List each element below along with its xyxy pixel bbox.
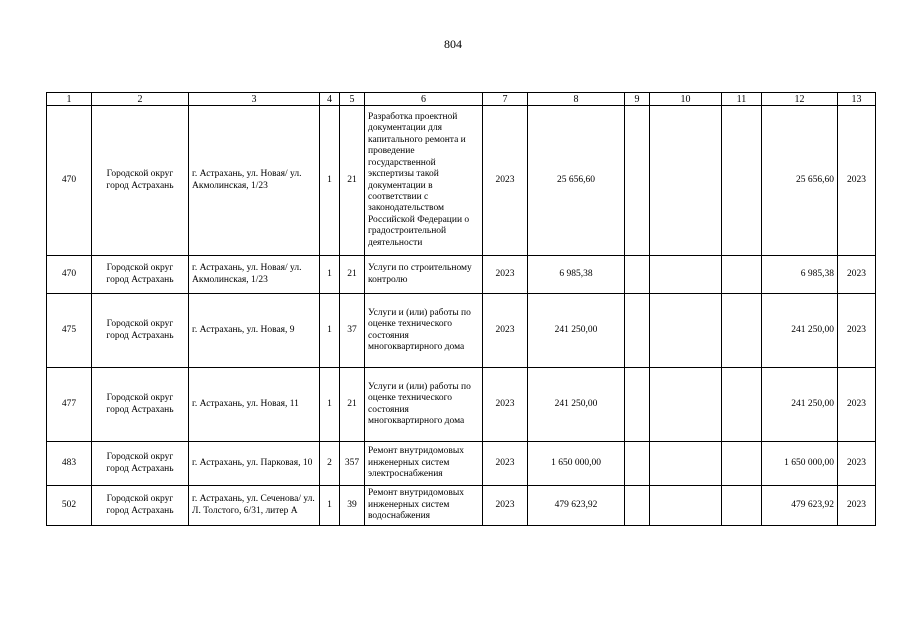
year-cell: 2023 [483, 294, 528, 368]
municipality-cell: Городской округ город Астрахань [92, 294, 189, 368]
address-cell: г. Астрахань, ул. Парковая, 10 [189, 442, 320, 486]
col9-cell [625, 442, 650, 486]
col4-cell: 1 [320, 106, 340, 256]
year-cell: 2023 [483, 106, 528, 256]
row-number: 470 [47, 256, 92, 294]
municipality-cell: Городской округ город Астрахань [92, 106, 189, 256]
row-number: 483 [47, 442, 92, 486]
total-cell: 25 656,60 [762, 106, 838, 256]
total-cell: 1 650 000,00 [762, 442, 838, 486]
end-year-cell: 2023 [838, 442, 876, 486]
work-type-cell: Разработка проектной документации для капитального ремонта и проведение государственной экспертизы такой документации в соответствии с законодательством Российской Федерации о градостроительной деятельности [365, 106, 483, 256]
col4-cell: 1 [320, 486, 340, 526]
col4-cell: 1 [320, 368, 340, 442]
work-type-cell: Услуги по строительному контролю [365, 256, 483, 294]
year-cell: 2023 [483, 442, 528, 486]
column-header: 9 [625, 93, 650, 106]
col5-cell: 21 [340, 368, 365, 442]
column-header: 12 [762, 93, 838, 106]
col10-cell [650, 294, 722, 368]
col10-cell [650, 256, 722, 294]
work-type-cell: Услуги и (или) работы по оценке технического состояния многоквартирного дома [365, 294, 483, 368]
table-row [47, 256, 876, 294]
col4-cell: 1 [320, 294, 340, 368]
amount-cell: 241 250,00 [528, 294, 625, 368]
address-cell: г. Астрахань, ул. Сеченова/ ул. Л. Толстого, 6/31, литер А [189, 486, 320, 526]
table-row [47, 442, 876, 486]
column-number-row [47, 93, 876, 106]
table-row [47, 106, 876, 256]
total-cell: 241 250,00 [762, 294, 838, 368]
table-row [47, 486, 876, 526]
column-header: 3 [189, 93, 320, 106]
address-cell: г. Астрахань, ул. Новая, 11 [189, 368, 320, 442]
year-cell: 2023 [483, 486, 528, 526]
amount-cell: 25 656,60 [528, 106, 625, 256]
col10-cell [650, 442, 722, 486]
col10-cell [650, 368, 722, 442]
municipality-cell: Городской округ город Астрахань [92, 256, 189, 294]
col11-cell [722, 368, 762, 442]
row-number: 477 [47, 368, 92, 442]
col5-cell: 37 [340, 294, 365, 368]
end-year-cell: 2023 [838, 368, 876, 442]
col11-cell [722, 486, 762, 526]
column-header: 2 [92, 93, 189, 106]
col9-cell [625, 106, 650, 256]
address-cell: г. Астрахань, ул. Новая/ ул. Акмолинская, 1/23 [189, 106, 320, 256]
municipality-cell: Городской округ город Астрахань [92, 486, 189, 526]
work-type-cell: Услуги и (или) работы по оценке технического состояния многоквартирного дома [365, 368, 483, 442]
page-number: 804 [444, 37, 462, 51]
total-cell: 241 250,00 [762, 368, 838, 442]
col11-cell [722, 442, 762, 486]
total-cell: 6 985,38 [762, 256, 838, 294]
column-header: 6 [365, 93, 483, 106]
column-header: 7 [483, 93, 528, 106]
col5-cell: 39 [340, 486, 365, 526]
municipality-cell: Городской округ город Астрахань [92, 368, 189, 442]
row-number: 475 [47, 294, 92, 368]
end-year-cell: 2023 [838, 106, 876, 256]
amount-cell: 6 985,38 [528, 256, 625, 294]
col4-cell: 2 [320, 442, 340, 486]
address-cell: г. Астрахань, ул. Новая, 9 [189, 294, 320, 368]
year-cell: 2023 [483, 368, 528, 442]
end-year-cell: 2023 [838, 294, 876, 368]
work-type-cell: Ремонт внутридомовых инженерных систем водоснабжения [365, 486, 483, 526]
amount-cell: 1 650 000,00 [528, 442, 625, 486]
column-header: 5 [340, 93, 365, 106]
col4-cell: 1 [320, 256, 340, 294]
col9-cell [625, 368, 650, 442]
year-cell: 2023 [483, 256, 528, 294]
col11-cell [722, 294, 762, 368]
col5-cell: 21 [340, 256, 365, 294]
table-row [47, 368, 876, 442]
col5-cell: 21 [340, 106, 365, 256]
amount-cell: 479 623,92 [528, 486, 625, 526]
column-header: 1 [47, 93, 92, 106]
address-cell: г. Астрахань, ул. Новая/ ул. Акмолинская, 1/23 [189, 256, 320, 294]
column-header: 4 [320, 93, 340, 106]
column-header: 8 [528, 93, 625, 106]
municipality-cell: Городской округ город Астрахань [92, 442, 189, 486]
col11-cell [722, 256, 762, 294]
col5-cell: 357 [340, 442, 365, 486]
col9-cell [625, 256, 650, 294]
end-year-cell: 2023 [838, 256, 876, 294]
column-header: 13 [838, 93, 876, 106]
end-year-cell: 2023 [838, 486, 876, 526]
col11-cell [722, 106, 762, 256]
total-cell: 479 623,92 [762, 486, 838, 526]
column-header: 10 [650, 93, 722, 106]
row-number: 470 [47, 106, 92, 256]
column-header: 11 [722, 93, 762, 106]
col10-cell [650, 486, 722, 526]
work-type-cell: Ремонт внутридомовых инженерных систем электроснабжения [365, 442, 483, 486]
works-table [46, 92, 876, 526]
col10-cell [650, 106, 722, 256]
col9-cell [625, 294, 650, 368]
table-row [47, 294, 876, 368]
col9-cell [625, 486, 650, 526]
amount-cell: 241 250,00 [528, 368, 625, 442]
row-number: 502 [47, 486, 92, 526]
